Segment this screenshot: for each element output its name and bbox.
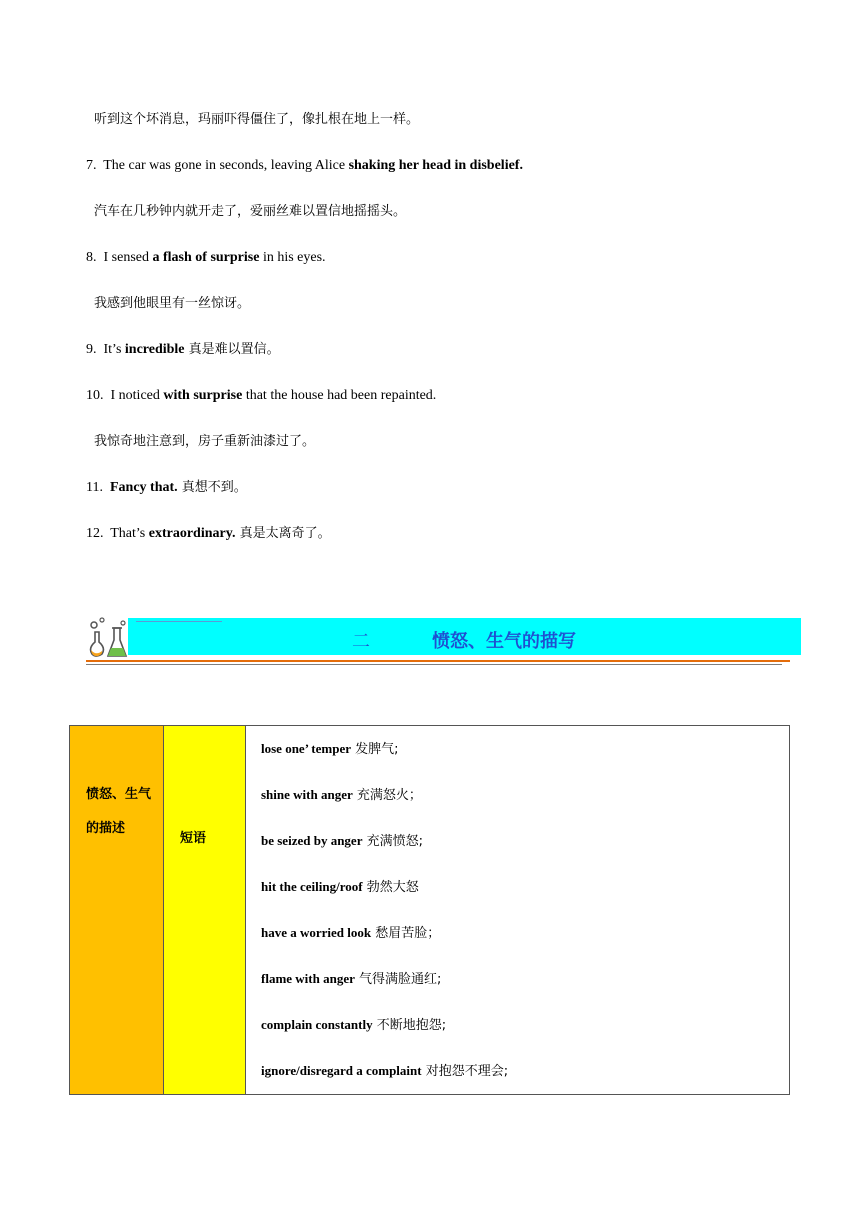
phrase-table [69, 725, 790, 1095]
translation-line: 汽车在几秒钟内就开走了，爱丽丝难以置信地摇摇头。 [94, 204, 407, 219]
phrase-item: hit the ceiling/roof 勃然大怒 [261, 879, 419, 895]
translation-line: 我感到他眼里有一丝惊讶。 [94, 296, 251, 311]
sentence-line: 7. The car was gone in seconds, leaving Alice shaking her head in disbelief. [86, 158, 523, 173]
phrase-item: flame with anger 气得满脸通红; [261, 971, 442, 987]
translation-line: 我惊奇地注意到，房子重新油漆过了。 [94, 434, 316, 449]
flask-icon [86, 616, 128, 660]
phrase-item: be seized by anger 充满愤怒; [261, 833, 423, 849]
section-rule-thin [86, 664, 782, 665]
type-label: 短语 [180, 831, 207, 846]
type-cell [164, 726, 246, 1094]
category-label: 愤怒、生气的描述 [86, 787, 152, 836]
sentence-line: 10. I noticed with surprise that the house had been repainted. [86, 388, 437, 403]
phrases-cell [246, 726, 789, 1094]
section-number: 二 [352, 631, 370, 652]
phrase-item: lose one’ temper 发脾气; [261, 741, 399, 757]
phrase-item: have a worried look 愁眉苦脸； [261, 925, 441, 941]
phrase-item: shine with anger 充满怒火； [261, 787, 422, 803]
phrase-item: ignore/disregard a complaint 对抱怨不理会; [261, 1063, 509, 1079]
section-title: 愤怒、生气的描写 [432, 631, 576, 652]
translation-line: 听到这个坏消息，玛丽吓得僵住了，像扎根在地上一样。 [94, 112, 420, 127]
banner-accent-line [136, 621, 222, 622]
sentence-line: 11. Fancy that. 真想不到。 [86, 480, 247, 495]
sentence-line: 12. That’s extraordinary. 真是太离奇了。 [86, 526, 331, 541]
category-cell [70, 726, 164, 1094]
phrase-item: complain constantly 不断地抱怨; [261, 1017, 447, 1033]
sentence-line: 9. It’s incredible 真是难以置信。 [86, 342, 280, 357]
sentence-line: 8. I sensed a flash of surprise in his eyes. [86, 250, 326, 265]
section-rule [86, 660, 790, 662]
